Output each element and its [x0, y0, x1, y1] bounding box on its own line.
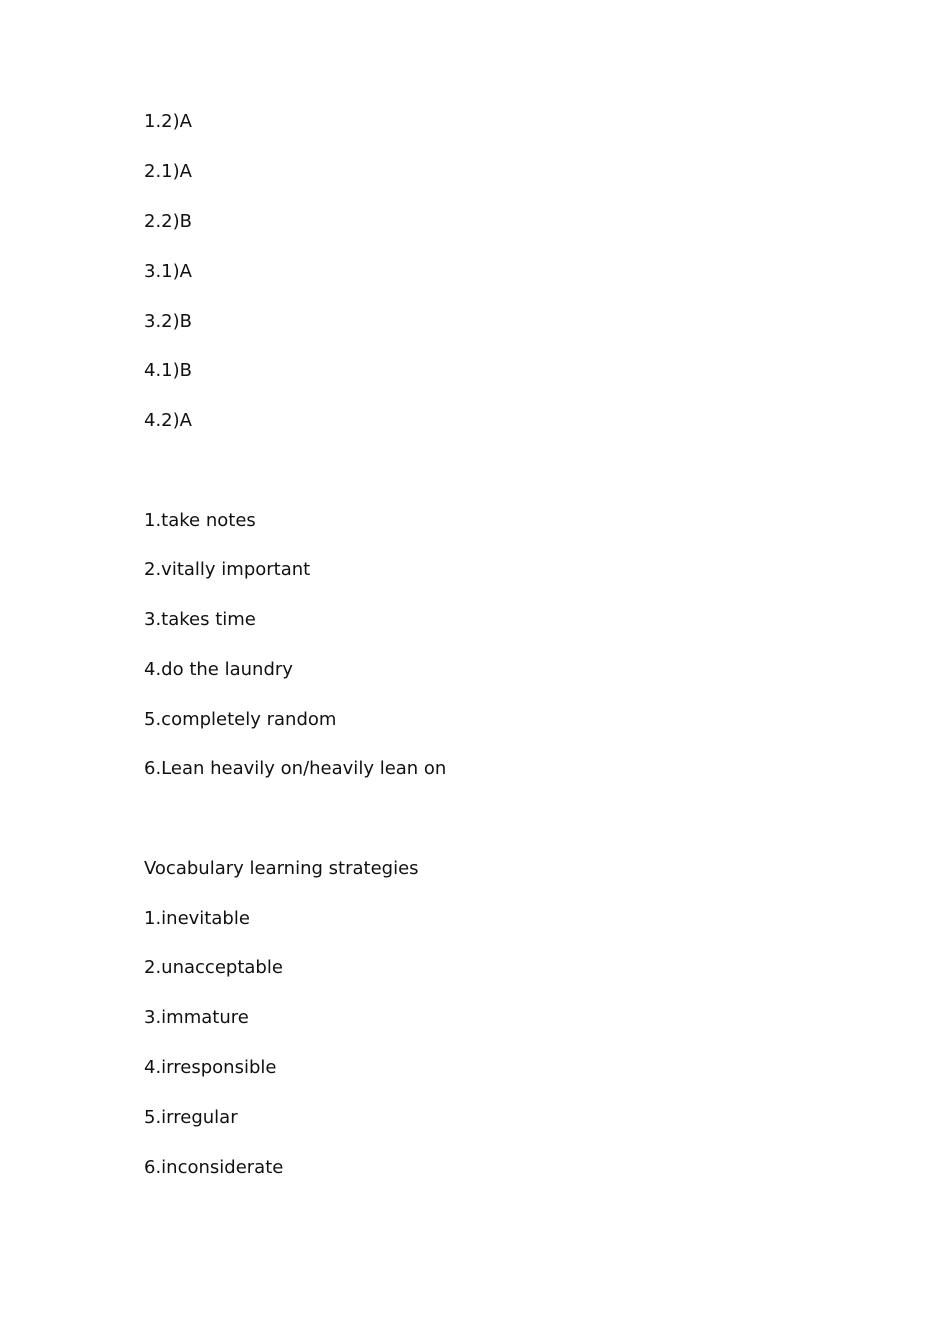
vocabulary-line: 6.inconsiderate	[144, 1157, 284, 1178]
vocabulary-line: 4.irresponsible	[144, 1057, 277, 1078]
phrase-line: 3.takes time	[144, 609, 256, 630]
answer-line: 3.2)B	[144, 311, 192, 332]
phrase-line: 4.do the laundry	[144, 659, 293, 680]
vocabulary-line: 5.irregular	[144, 1107, 238, 1128]
answer-line: 4.1)B	[144, 360, 192, 381]
answer-line: 2.2)B	[144, 211, 192, 232]
answer-line: 2.1)A	[144, 161, 192, 182]
answer-line: 4.2)A	[144, 410, 192, 431]
phrase-line: 2.vitally important	[144, 559, 311, 580]
answer-line: 1.2)A	[144, 111, 192, 132]
vocabulary-line: 1.inevitable	[144, 908, 250, 929]
phrase-line: 1.take notes	[144, 510, 256, 531]
vocabulary-line: 3.immature	[144, 1007, 249, 1028]
answer-line: 3.1)A	[144, 261, 192, 282]
phrase-line: 5.completely random	[144, 709, 337, 730]
phrase-line: 6.Lean heavily on/heavily lean on	[144, 758, 447, 779]
section-heading: Vocabulary learning strategies	[144, 858, 419, 879]
vocabulary-line: 2.unacceptable	[144, 957, 283, 978]
